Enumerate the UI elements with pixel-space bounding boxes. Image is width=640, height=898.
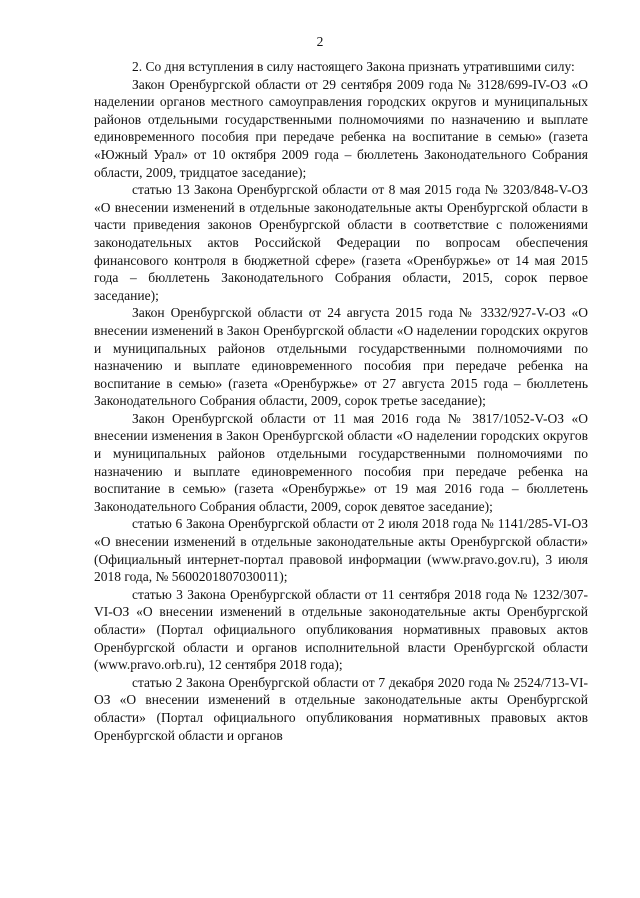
paragraph-repeal-intro: 2. Со дня вступления в силу настоящего Закона признать утратившими силу: bbox=[132, 59, 575, 74]
document-body bbox=[94, 58, 588, 744]
paragraph-law-2016: Закон Оренбургской области от 11 мая 2016 года № 3817/1052-V-ОЗ «О внесении изменения в Закон Оренбургской области «О наделении городских округов и муниципальных районов отдельными государственными полномочиями по назначению и выплате единовременного пособия при передаче ребенка на воспитание в семью» (газета «Оренбуржье» от 19 мая 2016 года – бюллетень Законодательного Собрания области, 2009, сорок девятое заседание); bbox=[94, 410, 588, 514]
paragraph-article-6-2018: статью 6 Закона Оренбургской области от 2 июля 2018 года № 1141/285-VI-ОЗ «О внесении изменений в отдельные законодательные акты Оренбургской области» (Официальный интернет-портал правовой информации (www.pravo.gov.ru), 3 июля 2018 года, № 5600201807030011); bbox=[94, 516, 588, 585]
paragraph-law-2009: Закон Оренбургской области от 29 сентября 2009 года № 3128/699-IV-ОЗ «О наделении органов местного самоуправления городских округов и муниципальных районов отдельными государственными полномочиями по назначению и выплате единовременного пособия при передаче ребенка на воспитание в семью» (газета «Южный Урал» от 10 октября 2009 года – бюллетень Законодательного Собрания области, 2009, тридцатое заседание); bbox=[94, 76, 588, 180]
paragraph-article-13-2015: статью 13 Закона Оренбургской области от 8 мая 2015 года № 3203/848-V-ОЗ «О внесении изменений в отдельные законодательные акты Оренбургской области в части приведения законов Оренбургской области в соответствие с положениями законодательных актов Российской Федерации по вопросам обеспечения финансового контроля в бюджетной сфере» (газета «Оренбуржье» от 14 мая 2015 года – бюллетень Законодательного Собрания области, 2015, сорок первое заседание); bbox=[94, 182, 588, 303]
paragraph-article-3-2018: статью 3 Закона Оренбургской области от 11 сентября 2018 года № 1232/307-VI-ОЗ «О внесении изменений в отдельные законодательные акты Оренбургской области» (Портал официального опубликования нормативных правовых актов Оренбургской области и органов исполнительной власти Оренбургской области (www.pravo.orb.ru), 12 сентября 2018 года); bbox=[94, 586, 588, 673]
page-number: 2 bbox=[316, 34, 324, 49]
paragraph-article-2-2020: статью 2 Закона Оренбургской области от 7 декабря 2020 года № 2524/713-VI-ОЗ «О внесении изменений в отдельные законодательные акты Оренбургской области» (Портал официального опубликования нормативных правовых актов Оренбургской области и органов bbox=[94, 674, 588, 743]
paragraph-law-aug-2015: Закон Оренбургской области от 24 августа 2015 года № 3332/927-V-ОЗ «О внесении изменений в Закон Оренбургской области «О наделении городских округов и муниципальных районов отдельными государственными полномочиями по назначению и выплате единовременного пособия при передаче ребенка на воспитание в семью» (газета «Оренбуржье» от 27 августа 2015 года – бюллетень Законодательного Собрания области, 2009, сорок третье заседание); bbox=[94, 305, 588, 409]
